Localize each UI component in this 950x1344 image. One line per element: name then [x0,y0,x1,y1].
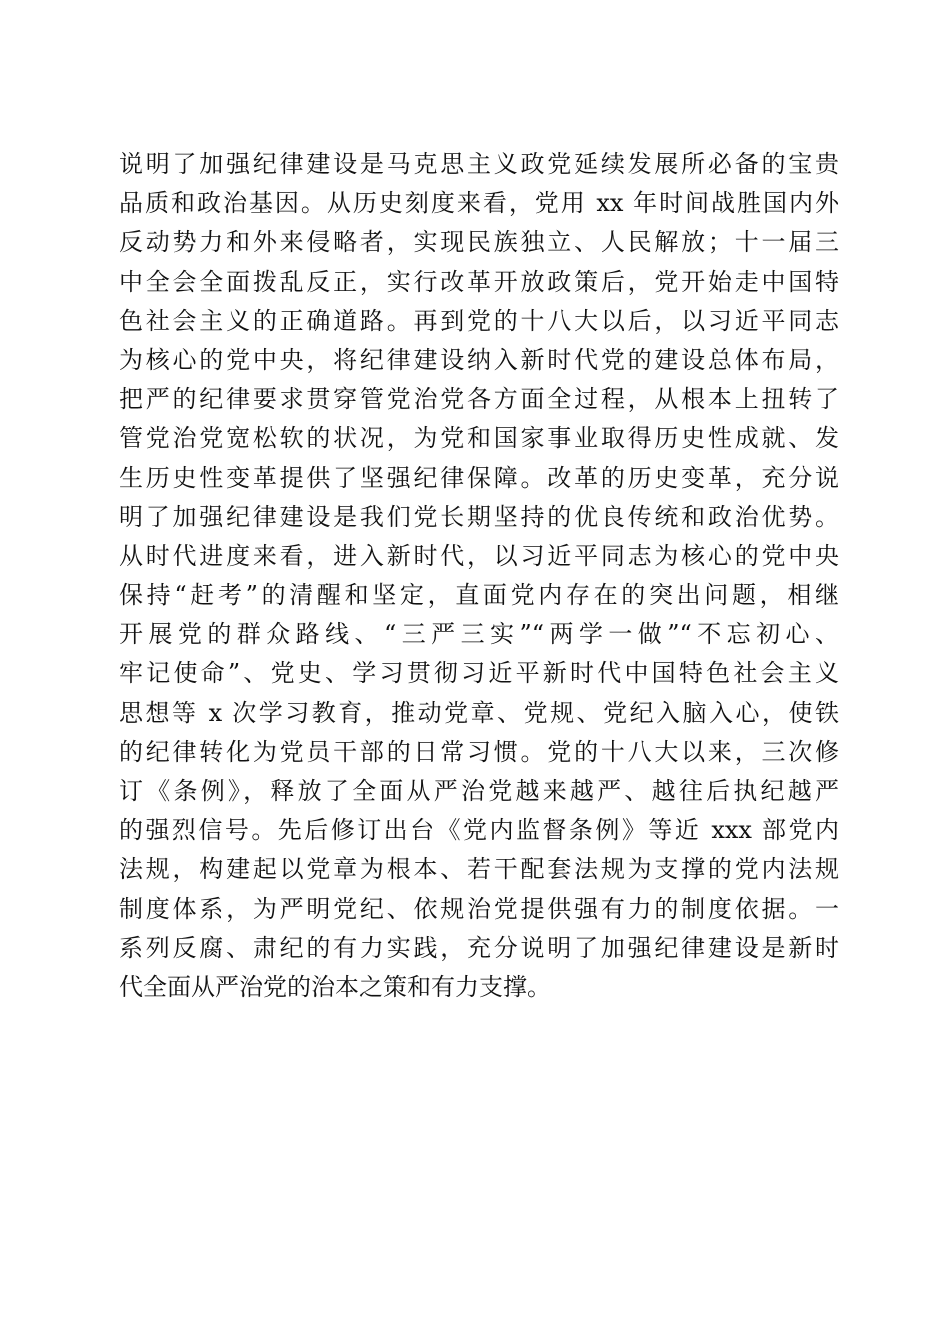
body-paragraph [119,145,839,1007]
text-line-19: 法规，构建起以党章为根本、若干配套法规为支撑的党内法规 [119,855,839,884]
text-line-22: 代全面从严治党的治本之策和有力支撑。 [119,972,551,1001]
text-line-20: 制度体系，为严明党纪、依规治党提供强有力的制度依据。一 [119,894,839,923]
text-line-10: 明了加强纪律建设是我们党长期坚持的优良传统和政治优势。 [119,502,839,531]
text-line-15: 思想等 x 次学习教育，推动党章、党规、党纪入脑入心，使铁 [119,698,839,727]
text-line-8: 管党治党宽松软的状况，为党和国家事业取得历史性成就、发 [119,424,839,453]
text-line-1: 说明了加强纪律建设是马克思主义政党延续发展所必备的宝贵 [119,150,839,178]
text-line-3: 反动势力和外来侵略者，实现民族独立、人民解放；十一届三 [119,228,839,257]
text-line-21: 系列反腐、肃纪的有力实践，充分说明了加强纪律建设是新时 [119,933,839,962]
text-line-2: 品质和政治基因。从历史刻度来看，党用 xx 年时间战胜国内外 [119,189,839,218]
text-line-11: 从时代进度来看，进入新时代，以习近平同志为核心的党中央 [119,541,839,570]
text-line-5: 色社会主义的正确道路。再到党的十八大以后，以习近平同志 [119,306,839,335]
text-line-7: 把严的纪律要求贯穿管党治党各方面全过程，从根本上扭转了 [119,385,839,414]
text-line-17: 订《条例》，释放了全面从严治党越来越严、越往后执纪越严 [119,777,839,805]
text-line-16: 的纪律转化为党员干部的日常习惯。党的十八大以来，三次修 [119,737,839,766]
text-line-14: 牢记使命”、党史、学习贯彻习近平新时代中国特色社会主义 [119,659,839,688]
text-line-4: 中全会全面拨乱反正，实行改革开放政策后，党开始走中国特 [119,267,839,296]
text-line-9: 生历史性变革提供了坚强纪律保障。改革的历史变革，充分说 [119,463,839,492]
text-line-13: 开展党的群众路线、“三严三实”“两学一做”“不忘初心、 [119,620,839,649]
text-line-12: 保持“赶考”的清醒和坚定，直面党内存在的突出问题，相继 [119,581,839,610]
text-line-18: 的强烈信号。先后修订出台《党内监督条例》等近 xxx 部党内 [119,816,839,845]
text-line-6: 为核心的党中央，将纪律建设纳入新时代党的建设总体布局， [119,345,839,374]
